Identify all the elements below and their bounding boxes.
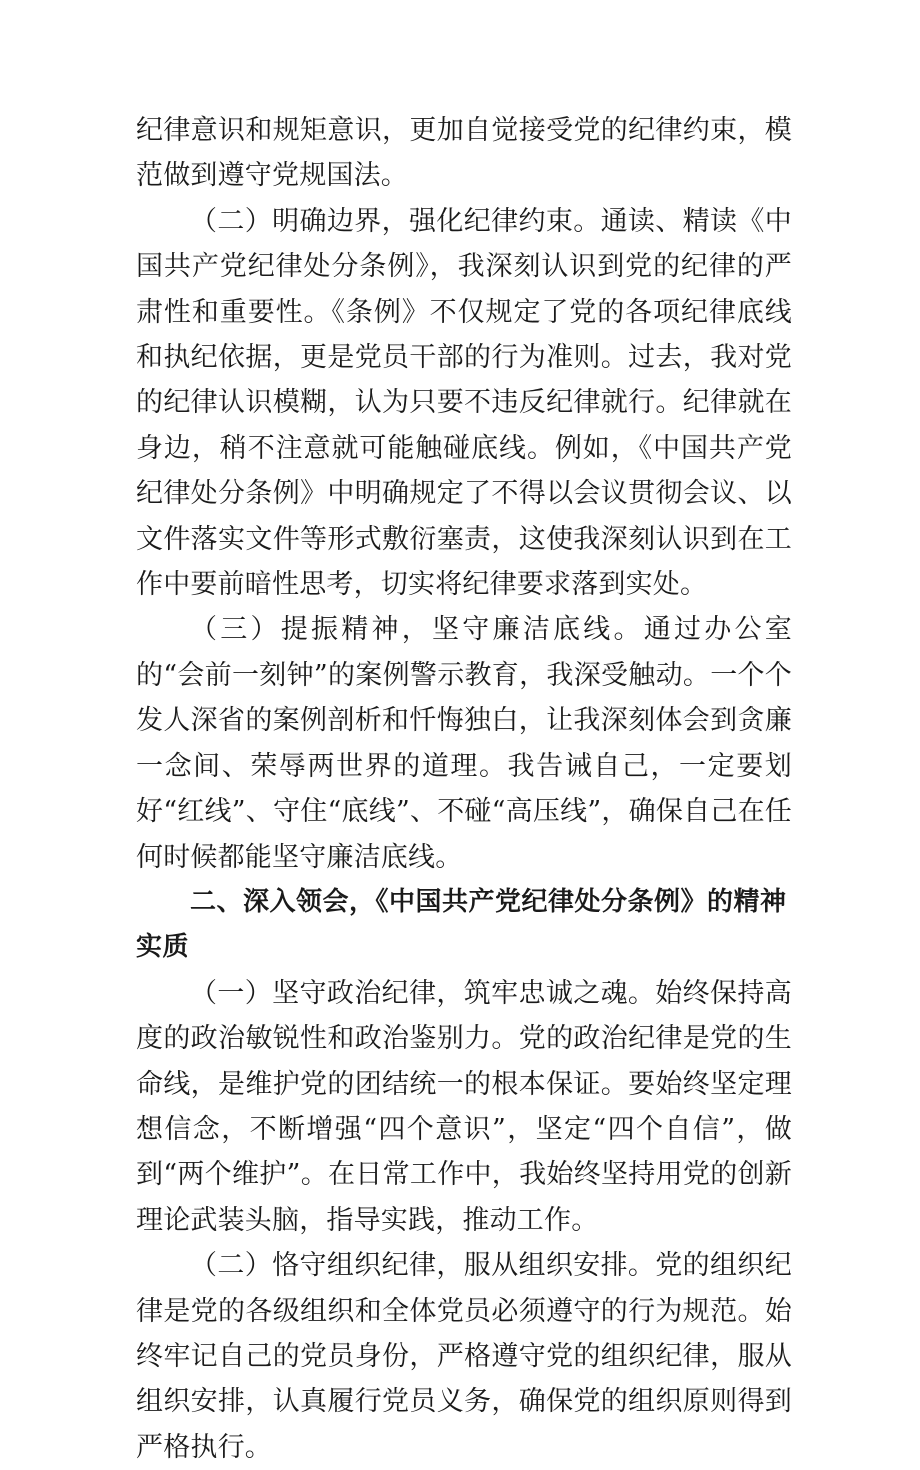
paragraph-section-2-2: （二）恪守组织纪律，服从组织安排。党的组织纪律是党的各级组织和全体党员必须遵守的行为规范。始终牢记自己的党员身份，严格遵守党的组织纪律，服从组织安排，认真履行党员义务，确保党的组织原则得到严格执行。: [136, 1250, 792, 1463]
document-body: [136, 108, 792, 1470]
paragraph-section-1-3: （三）提振精神，坚守廉洁底线。通过办公室的“会前一刻钟”的案例警示教育，我深受触动。一个个发人深省的案例剖析和忏悔独白，让我深刻体会到贪廉一念间、荣辱两世界的道理。我告诫自己，一定要划好“红线”、守住“底线”、不碰“高压线”，确保自己在任何时候都能坚守廉洁底线。: [136, 614, 792, 873]
paragraph-section-2-1: （一）坚守政治纪律，筑牢忠诚之魂。始终保持高度的政治敏锐性和政治鉴别力。党的政治纪律是党的生命线，是维护党的团结统一的根本保证。要始终坚定理想信念，不断增强“四个意识”，坚定“四个自信”，做到“两个维护”。在日常工作中，我始终坚持用党的创新理论武装头脑，指导实践，推动工作。: [136, 977, 792, 1236]
paragraph-continuation: 纪律意识和规矩意识，更加自觉接受党的纪律约束，模范做到遵守党规国法。: [136, 115, 792, 192]
section-heading-2: 二、深入领会，《中国共产党纪律处分条例》的精神实质: [136, 886, 787, 963]
paragraph-section-1-2: （二）明确边界，强化纪律约束。通读、精读《中国共产党纪律处分条例》，我深刻认识到党的纪律的严肃性和重要性。《条例》不仅规定了党的各项纪律底线和执纪依据，更是党员干部的行为准则。过去，我对党的纪律认识模糊，认为只要不违反纪律就行。纪律就在身边，稍不注意就可能触碰底线。例如，《中国共产党纪律处分条例》中明确规定了不得以会议贯彻会议、以文件落实文件等形式敷衍塞责，这使我深刻认识到在工作中要前暗性思考，切实将纪律要求落到实处。: [136, 205, 792, 601]
